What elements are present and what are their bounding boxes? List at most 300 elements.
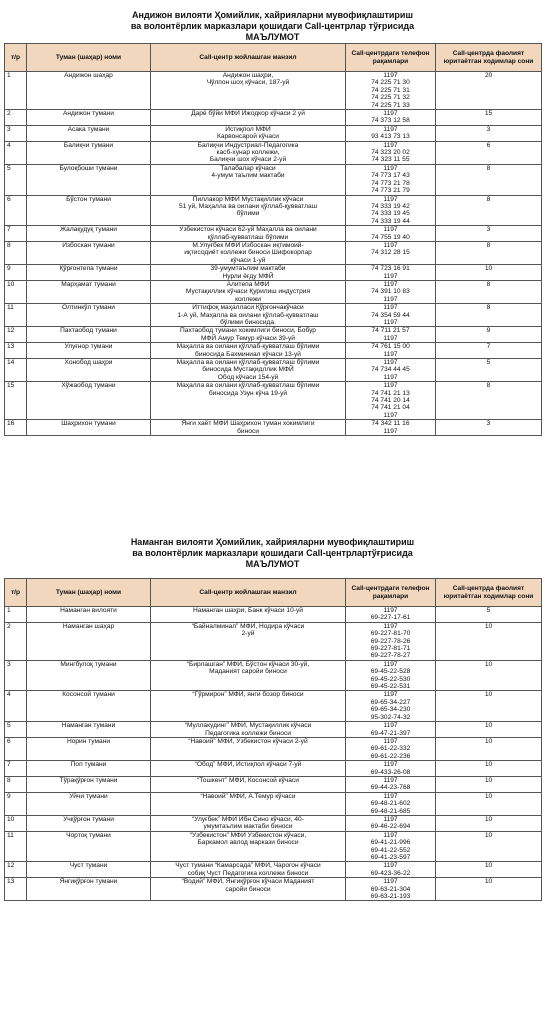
phone-number: 95-302-74-32 (370, 713, 411, 721)
phones-cell (346, 195, 436, 226)
phone-number: 74 773 17 43 (371, 172, 410, 180)
phone-number: 1197 (383, 359, 398, 367)
row-number: 9 (5, 265, 27, 281)
phone-number: 69-227-81-71 (370, 645, 411, 653)
address-line: собиқ Чуст Педагогика коллежи биноси (187, 869, 309, 877)
phone-number: 1197 (383, 411, 398, 419)
phone-number: 69-227-78-26 (370, 637, 411, 645)
address-line: Талабалар кўчаси (220, 164, 276, 172)
phone-number: 74 312 28 15 (371, 249, 410, 257)
phone-number: 1197 (383, 622, 398, 630)
staff-count: 10 (436, 792, 542, 815)
table-header-row (5, 44, 542, 72)
table-row (5, 382, 542, 420)
row-number: 2 (5, 110, 27, 126)
address-cell (151, 382, 346, 420)
row-number: 12 (5, 862, 27, 878)
phone-number: 74 761 15 00 (371, 343, 410, 351)
address-line: Маҳалла ва оилани қўллаб-қувватлаш бўлими (176, 359, 320, 367)
staff-count: 10 (436, 761, 542, 777)
phones-cell (346, 776, 436, 792)
row-number: 11 (5, 304, 27, 327)
address-cell (151, 141, 346, 164)
phone-number: 69-48-21-685 (370, 807, 411, 815)
phones-cell (346, 737, 436, 760)
section2-title-line: Наманган вилояти Ҳомийлик, хайрияларни мувофиқлаштириш (130, 537, 415, 547)
district-name: Шаҳрихон тумани (27, 420, 151, 436)
district-name: Учқўрғон тумани (27, 815, 151, 831)
district-name: Наманган вилояти (27, 607, 151, 623)
phone-number: 1197 (383, 660, 398, 668)
phones-cell (346, 878, 436, 901)
staff-count: 5 (436, 359, 542, 382)
phones-cell (346, 761, 436, 777)
phone-number: 69-61-22-236 (370, 752, 411, 760)
address-line: биносида Узун кўча 19-уй (208, 389, 288, 397)
address-cell (151, 72, 346, 110)
phone-number: 69-63-21-193 (370, 893, 411, 901)
address-line: биносида Бахминиал кўчаси 13-уй (195, 350, 301, 358)
table-row (5, 72, 542, 110)
phones-cell (346, 420, 436, 436)
section2-table (4, 578, 542, 901)
table-row (5, 831, 542, 862)
address-line: Балиқчи Индустриал-Педагогика (197, 141, 299, 149)
header-phones: Call-центрдаги телефон рақамлари (346, 44, 436, 72)
address-line: “Муллакудинг” МФЙ, Мустақиллик кўчаси (184, 722, 312, 730)
phone-number: 74 734 44 45 (371, 366, 410, 374)
address-line: бўлими (236, 210, 260, 218)
section2-title-line: МАЪЛУМОТ (245, 559, 300, 569)
address-line: Ўзбекистон кўчаси 62-уй Маҳалла ва оилани (179, 226, 317, 234)
phones-cell (346, 125, 436, 141)
address-line: “Бирлашган” МФЙ, Бўстон кўчаси 30-уй, (186, 660, 310, 668)
section1-table (4, 43, 542, 436)
address-cell (151, 327, 346, 343)
phone-number: 1197 (383, 607, 398, 614)
phone-number: 74 323 11 55 (371, 156, 410, 164)
staff-count: 8 (436, 280, 542, 303)
staff-count: 8 (436, 241, 542, 264)
address-line: Маҳалла ва оилани қўллаб-қувватлаш бўлими (176, 382, 320, 390)
phone-number: 69-423-36-22 (370, 869, 411, 877)
phones-cell (346, 164, 436, 195)
phones-cell (346, 622, 436, 660)
section2-title (0, 537, 545, 570)
address-cell (151, 304, 346, 327)
address-line: биноси (237, 427, 259, 435)
district-name: Уйчи тумани (27, 792, 151, 815)
phone-number: 69-46-22-694 (370, 823, 411, 831)
district-name: Қўрғонтепа тумани (27, 265, 151, 281)
section1-title-line: ва волонтёрлик марказлари қошидаги Call-центрлар тўғрисида (130, 21, 415, 31)
row-number: 10 (5, 280, 27, 303)
table-row (5, 241, 542, 264)
phone-number: 69-41-22-552 (370, 846, 411, 854)
address-cell (151, 831, 346, 862)
address-cell (151, 164, 346, 195)
phone-number: 69-227-17-61 (370, 614, 411, 622)
phone-number: 1197 (383, 373, 398, 381)
address-line: Иттифоқ маҳалласи Қўрғончакўчаси (192, 304, 304, 312)
phone-number: 1197 (383, 737, 398, 745)
phone-number: 1197 (383, 304, 398, 312)
phone-number: 93 413 73 13 (371, 133, 410, 141)
address-cell (151, 420, 346, 436)
address-cell (151, 878, 346, 901)
phones-cell (346, 815, 436, 831)
address-cell (151, 761, 346, 777)
section2-title-line: ва волонтёрлик марказлари қошидаги Call-центрлартўғрисида (132, 548, 413, 558)
district-name: Асака тумани (27, 125, 151, 141)
table-row (5, 265, 542, 281)
phone-number: 1197 (383, 776, 398, 784)
staff-count: 10 (436, 265, 542, 281)
header-district: Туман (шаҳар) номи (27, 579, 151, 607)
phone-number: 74 225 71 31 (371, 86, 410, 94)
address-line: коллежи (235, 295, 261, 303)
address-line: 51 уй, Маҳалла ва оилани қўллаб-қувватлаш (179, 202, 317, 210)
phone-number: 69-65-34-227 (370, 698, 411, 706)
phone-number: 1197 (383, 319, 398, 326)
address-cell (151, 691, 346, 722)
phones-cell (346, 280, 436, 303)
table-row (5, 792, 542, 815)
section1-title (0, 10, 545, 43)
phone-number: 1197 (383, 831, 398, 839)
phone-number: 1197 (383, 226, 398, 234)
district-name: Андижон шаҳар (27, 72, 151, 110)
table-row (5, 622, 542, 660)
address-line: Пахтаобод тумани хокимлиги биноси, Бобур (180, 327, 316, 335)
phone-number: 69-45-22-531 (370, 683, 411, 691)
address-cell (151, 737, 346, 760)
phone-number: 69-48-21-602 (370, 800, 411, 808)
address-line: “Обод” МФЙ, Истиқпол кўчаси 7-уй (194, 761, 302, 769)
address-line: “Улуғбек” МФЙ Ибн Сино кўчаси, 40- (192, 815, 304, 823)
address-line: Истиқпол МФЙ (225, 125, 271, 133)
phone-number: 74 773 21 79 (371, 187, 410, 195)
phone-number: 1197 (383, 792, 398, 800)
district-name: Чуст тумани (27, 862, 151, 878)
table-row (5, 722, 542, 738)
district-name: Мингбулоқ тумани (27, 660, 151, 691)
address-line: Пиллакор МФЙ Мустақиллик кўчаси (192, 195, 304, 203)
row-number: 5 (5, 164, 27, 195)
phone-number: 69-44-23-768 (370, 784, 411, 792)
address-cell (151, 265, 346, 281)
phones-cell (346, 862, 436, 878)
table-row (5, 343, 542, 359)
header-staff: Call-центрда фаолият юритаётган ходимлар сони (436, 579, 542, 607)
table-row (5, 420, 542, 436)
phone-number: 1197 (383, 272, 398, 280)
table-row (5, 195, 542, 226)
phone-number: 69-227-81-70 (370, 630, 411, 638)
phone-number: 1197 (383, 164, 398, 172)
row-number: 1 (5, 72, 27, 110)
phone-number: 74 333 19 44 (371, 217, 410, 225)
phone-number: 69-41-21-996 (370, 839, 411, 847)
phone-number: 69-47-21-397 (370, 729, 411, 737)
address-line: бўлими биносида. (220, 319, 276, 326)
phone-number: 69-65-34-230 (370, 706, 411, 714)
row-number: 7 (5, 226, 27, 242)
address-cell (151, 862, 346, 878)
staff-count: 10 (436, 878, 542, 901)
phone-number: 1197 (383, 241, 398, 249)
phone-number: 74 323 20 02 (371, 149, 410, 157)
row-number: 13 (5, 878, 27, 901)
staff-count: 8 (436, 164, 542, 195)
row-number: 5 (5, 722, 27, 738)
phone-number: 74 755 19 40 (371, 233, 410, 241)
address-cell (151, 280, 346, 303)
phone-number: 74 225 71 32 (371, 94, 410, 102)
address-line: Алитепа МФЙ (226, 280, 270, 288)
phone-number: 69-61-22-332 (370, 745, 411, 753)
address-line: Мустақиллик кўчаси Қурилиш индустрия (185, 288, 311, 296)
row-number: 15 (5, 382, 27, 420)
staff-count: 3 (436, 420, 542, 436)
address-line: “Байналминал” МФЙ, Нодира кўчаси (191, 622, 305, 630)
staff-count: 10 (436, 722, 542, 738)
table-row (5, 660, 542, 691)
phones-cell (346, 831, 436, 862)
phone-number: 74 342 11 16 (371, 420, 410, 428)
row-number: 1 (5, 607, 27, 623)
staff-count: 3 (436, 226, 542, 242)
phone-number: 74 225 71 33 (371, 101, 410, 109)
table-header-row (5, 579, 542, 607)
phones-cell (346, 359, 436, 382)
header-staff: Call-центрда фаолият юритаётган ходимлар сони (436, 44, 542, 72)
phones-cell (346, 110, 436, 126)
address-line: “Навоий” МФЙ, А.Темур кўчаси (200, 792, 296, 800)
address-cell (151, 241, 346, 264)
phone-number: 69-227-78-27 (370, 652, 411, 660)
address-line: Андижон шаҳри, (222, 72, 274, 79)
district-name: Косонсой тумани (27, 691, 151, 722)
address-line: Балиқчи шох кўчаси 2-уй (209, 156, 287, 164)
staff-count: 10 (436, 862, 542, 878)
staff-count: 8 (436, 304, 542, 327)
staff-count: 10 (436, 622, 542, 660)
phone-number: 74 741 20 14 (371, 397, 410, 405)
district-name: Булоқбоши тумани (27, 164, 151, 195)
staff-count: 10 (436, 831, 542, 862)
header-number: т/р (5, 579, 27, 607)
row-number: 2 (5, 622, 27, 660)
address-line: “Тошкент” МФЙ, Косонсой кўчаси (197, 776, 299, 784)
phone-number: 74 373 12 58 (371, 117, 410, 125)
table-row (5, 280, 542, 303)
address-line: Чўлпон шоҳ кўчаси, 187-уй (206, 79, 290, 87)
address-line: “Гўрмирон” МФЙ, янги бозор биноси (192, 691, 304, 699)
district-name: Хонобод шаҳри (27, 359, 151, 382)
address-line: умумтаълим мактаби биноси (203, 823, 293, 831)
address-line: Баркамол авлод маркази биноси (197, 839, 299, 847)
phone-number: 69-63-21-304 (370, 885, 411, 893)
row-number: 11 (5, 831, 27, 862)
phone-number: 1197 (383, 125, 398, 133)
phone-number: 74 225 71 30 (371, 79, 410, 87)
address-line: кўчаси 1-уй (230, 256, 266, 264)
phone-number: 1197 (383, 382, 398, 390)
table-row (5, 815, 542, 831)
section1-table-body (5, 72, 542, 436)
address-cell (151, 607, 346, 623)
row-number: 3 (5, 660, 27, 691)
phone-number: 1197 (383, 815, 398, 823)
phone-number: 1197 (383, 761, 398, 769)
phone-number: 1197 (383, 427, 398, 435)
staff-count: 6 (436, 141, 542, 164)
staff-count: 8 (436, 382, 542, 420)
address-cell (151, 792, 346, 815)
phone-number: 74 333 19 45 (371, 210, 410, 218)
table-row (5, 226, 542, 242)
staff-count: 10 (436, 737, 542, 760)
address-line: Педагогика коллежи биноси (205, 729, 291, 737)
district-name: Наманган тумани (27, 722, 151, 738)
row-number: 8 (5, 241, 27, 264)
district-name: Избоскан тумани (27, 241, 151, 264)
phones-cell (346, 141, 436, 164)
staff-count: 10 (436, 815, 542, 831)
address-cell (151, 815, 346, 831)
phone-number: 1197 (383, 878, 398, 886)
district-name: Бўстон тумани (27, 195, 151, 226)
address-cell (151, 195, 346, 226)
staff-count: 3 (436, 125, 542, 141)
district-name: Хўжаобод тумани (27, 382, 151, 420)
table-row (5, 327, 542, 343)
row-number: 14 (5, 359, 27, 382)
phone-number: 1197 (383, 280, 398, 288)
table-row (5, 304, 542, 327)
address-cell (151, 110, 346, 126)
row-number: 3 (5, 125, 27, 141)
address-line: касб-хунар коллежи, (216, 149, 280, 157)
address-line: “Ўзбекистон” МФЙ Ўзбекистон кўчаси, (189, 831, 307, 839)
address-line: МФЙ Амур Темур кўчаси 39-уй (201, 334, 295, 342)
table-row (5, 607, 542, 623)
address-line: Маҳалла ва оилани қўллаб-қувватлаш бўлими (176, 343, 320, 351)
district-name: Улуғнор тумани (27, 343, 151, 359)
address-line: қўллаб-қувватлаш бўлими (207, 233, 289, 241)
section1-title-line: МАЪЛУМОТ (245, 32, 300, 42)
row-number: 9 (5, 792, 27, 815)
table-row (5, 862, 542, 878)
phones-cell (346, 304, 436, 327)
staff-count: 7 (436, 343, 542, 359)
row-number: 7 (5, 761, 27, 777)
address-cell (151, 722, 346, 738)
address-line: М.Улуғбек МФЙ Избоскан иқтимоий- (192, 241, 304, 249)
staff-count: 5 (436, 607, 542, 623)
header-district: Туман (шаҳар) номи (27, 44, 151, 72)
address-line: саройи биноси (225, 885, 271, 893)
row-number: 6 (5, 737, 27, 760)
phone-number: 74 741 21 04 (371, 404, 410, 412)
phones-cell (346, 241, 436, 264)
staff-count: 10 (436, 776, 542, 792)
table-row (5, 359, 542, 382)
address-line: Маданият саройи биноси (209, 668, 287, 676)
address-line: “Навоий” МФЙ, Ўзбекистон кўчаси 2-уй (188, 737, 308, 745)
district-name: Марҳамат тумани (27, 280, 151, 303)
phone-number: 74 354 59 44 (371, 311, 410, 319)
phone-number: 69-433-26-08 (370, 768, 411, 776)
phone-number: 1197 (383, 110, 398, 118)
phones-cell (346, 226, 436, 242)
staff-count: 10 (436, 660, 542, 691)
table-row (5, 761, 542, 777)
phones-cell (346, 327, 436, 343)
header-address: Call-центр жойлашган манзил (151, 579, 346, 607)
table-row (5, 691, 542, 722)
district-name: Пахтаобод тумани (27, 327, 151, 343)
phone-number: 1197 (383, 141, 398, 149)
phone-number: 74 333 19 42 (371, 202, 410, 210)
table-row (5, 737, 542, 760)
phone-number: 1197 (383, 862, 398, 870)
staff-count: 10 (436, 691, 542, 722)
table-row (5, 878, 542, 901)
district-name: Чортоқ тумани (27, 831, 151, 862)
phone-number: 1197 (383, 295, 398, 303)
table-row (5, 110, 542, 126)
table-row (5, 776, 542, 792)
phones-cell (346, 660, 436, 691)
phone-number: 1197 (383, 691, 398, 699)
address-line: Дарё бўйи МФЙ Ижодкор кўчаси 2 уй (191, 110, 305, 118)
phones-cell (346, 792, 436, 815)
phones-cell (346, 265, 436, 281)
address-line: Нурли ёғду МФЙ (222, 272, 274, 280)
address-line: Чуст тумани “Камарсада” МФЙ, Чарогон кўчаси (175, 862, 321, 870)
row-number: 12 (5, 327, 27, 343)
phones-cell (346, 72, 436, 110)
address-line: 4-умум таълим мактаби (211, 172, 285, 180)
phones-cell (346, 382, 436, 420)
section1-title-line: Андижон вилояти Ҳомийлик, хайрияларни мувофиқлаштириш (132, 10, 413, 20)
address-line: 39-умумтаълим мактаби (210, 265, 286, 273)
phone-number: 1197 (383, 722, 398, 730)
header-address: Call-центр жойлашган манзил (151, 44, 346, 72)
staff-count: 9 (436, 327, 542, 343)
phone-number: 1197 (383, 72, 398, 79)
phone-number: 69-41-23-597 (370, 854, 411, 861)
row-number: 13 (5, 343, 27, 359)
address-cell (151, 359, 346, 382)
phone-number: 74 711 21 57 (371, 327, 410, 335)
address-line: “Водий” МФЙ, Янгиқўрғон кўчаси Маданият (181, 878, 315, 886)
district-name: Наманган шаҳар (27, 622, 151, 660)
address-cell (151, 776, 346, 792)
header-phones: Call-центрдаги телефон рақамлари (346, 579, 436, 607)
address-cell (151, 343, 346, 359)
address-cell (151, 660, 346, 691)
phone-number: 74 723 16 91 (371, 265, 410, 273)
address-line: Карвонсарой кўчаси (217, 133, 279, 141)
district-name: Тўрақўрғон тумани (27, 776, 151, 792)
row-number: 16 (5, 420, 27, 436)
staff-count: 15 (436, 110, 542, 126)
row-number: 10 (5, 815, 27, 831)
address-line: 1-А уй, Маҳалла ва оилани қўллаб-қувватлаш (177, 311, 319, 319)
